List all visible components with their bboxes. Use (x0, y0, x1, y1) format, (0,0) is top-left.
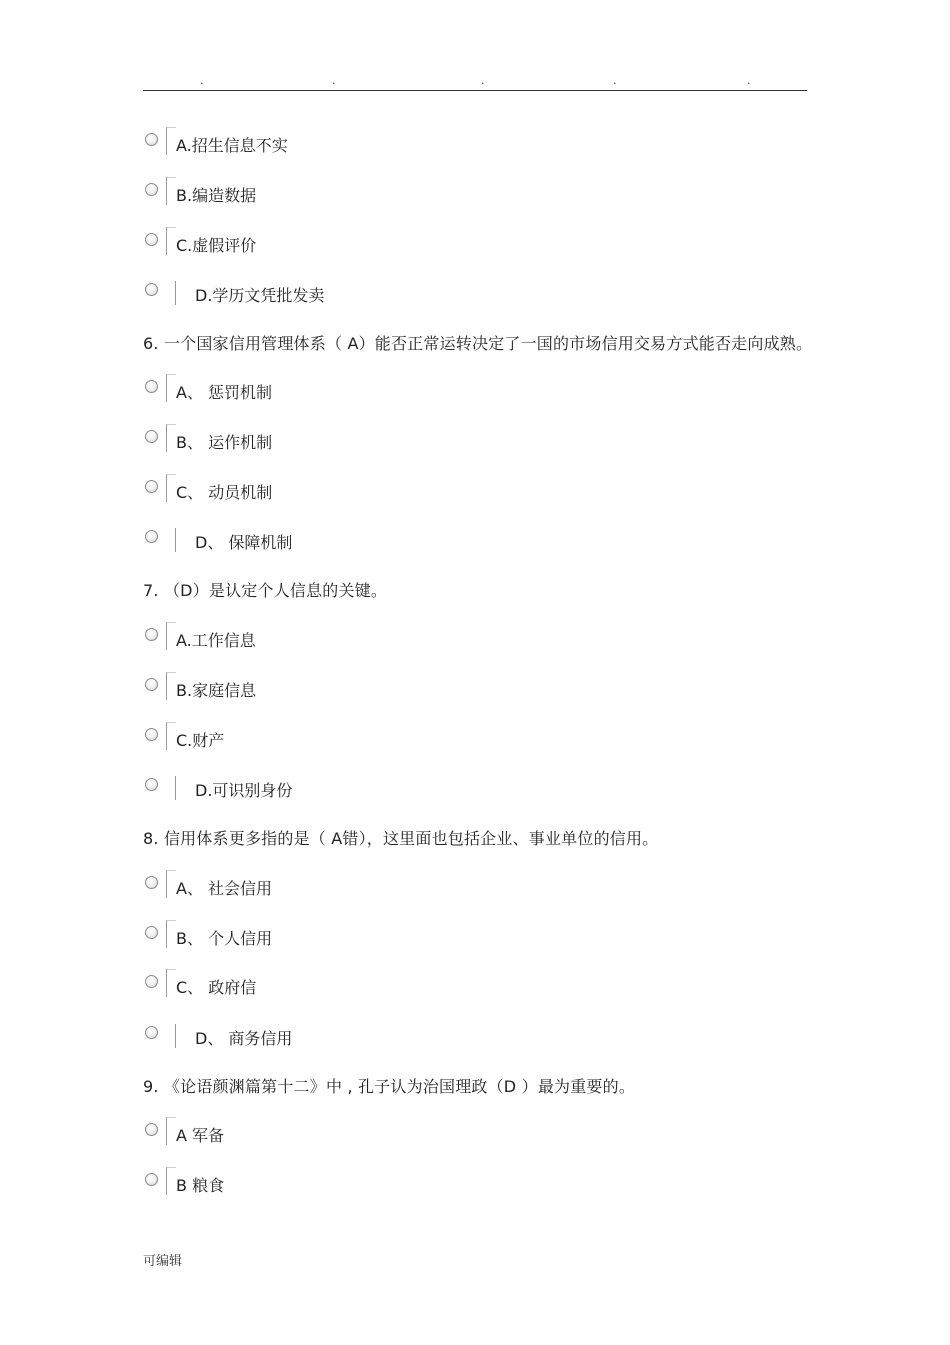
option-row[interactable] (145, 380, 545, 410)
header-rule (143, 90, 807, 91)
option-row[interactable] (145, 678, 545, 708)
option-bracket (166, 127, 176, 155)
option-row[interactable] (145, 1173, 545, 1203)
option-label: D.可识别身份 (195, 781, 293, 800)
option-row[interactable] (145, 728, 545, 758)
option-bracket (166, 672, 176, 700)
question-7: 7. （D）是认定个人信息的关键。 (143, 581, 388, 600)
option-bracket (166, 1167, 176, 1195)
radio-button[interactable] (145, 975, 158, 988)
option-label: C、 政府信 (176, 978, 257, 997)
option-row[interactable] (145, 430, 545, 460)
option-bracket (166, 227, 176, 255)
header-dot: . (747, 74, 751, 87)
option-row[interactable] (145, 876, 545, 906)
option-row[interactable] (145, 975, 545, 1005)
option-label: B、 运作机制 (176, 433, 273, 452)
radio-button[interactable] (145, 628, 158, 641)
radio-button[interactable] (145, 283, 158, 296)
option-row[interactable] (145, 133, 545, 163)
radio-button[interactable] (145, 926, 158, 939)
header-dot: . (481, 74, 485, 87)
question-9: 9. 《论语颜渊篇第十二》中 , 孔子认为治国理政（D ）最为重要的。 (143, 1077, 636, 1096)
header-dot: . (200, 74, 204, 87)
header-dot: . (332, 74, 336, 87)
option-bracket (166, 424, 176, 452)
option-label: D.学历文凭批发卖 (195, 286, 325, 305)
option-label: D、 保障机制 (195, 533, 293, 552)
option-bracket (166, 177, 176, 205)
radio-button[interactable] (145, 133, 158, 146)
option-label: A.招生信息不实 (176, 136, 288, 155)
radio-button[interactable] (145, 1026, 158, 1039)
radio-button[interactable] (145, 530, 158, 543)
radio-button[interactable] (145, 380, 158, 393)
radio-button[interactable] (145, 1173, 158, 1186)
option-row[interactable] (145, 283, 545, 313)
option-row[interactable] (145, 480, 545, 510)
radio-button[interactable] (145, 430, 158, 443)
header-dot: . (613, 74, 617, 87)
option-label: A、 社会信用 (176, 879, 273, 898)
option-bracket (166, 374, 176, 402)
option-label: C.虚假评价 (176, 236, 257, 255)
option-label: A.工作信息 (176, 631, 256, 650)
option-row[interactable] (145, 778, 545, 808)
radio-button[interactable] (145, 876, 158, 889)
radio-button[interactable] (145, 728, 158, 741)
option-label: A 军备 (176, 1126, 225, 1145)
option-row[interactable] (145, 233, 545, 263)
option-label: D、 商务信用 (195, 1029, 293, 1048)
option-bracket (175, 776, 185, 800)
option-label: C、 动员机制 (176, 483, 273, 502)
footer-note: 可编辑 (143, 1254, 183, 1269)
radio-button[interactable] (145, 183, 158, 196)
option-bracket (175, 281, 185, 305)
option-bracket (166, 474, 176, 502)
radio-button[interactable] (145, 233, 158, 246)
question-8: 8. 信用体系更多指的是（ A错），这里面也包括企业、事业单位的信用。 (143, 829, 659, 848)
option-label: B、 个人信用 (176, 929, 273, 948)
radio-button[interactable] (145, 1123, 158, 1136)
option-bracket (175, 528, 185, 552)
option-row[interactable] (145, 1123, 545, 1153)
radio-button[interactable] (145, 480, 158, 493)
option-label: C.财产 (176, 731, 225, 750)
option-row[interactable] (145, 183, 545, 213)
option-bracket (166, 870, 176, 898)
option-label: B 粮食 (176, 1176, 225, 1195)
option-label: B.家庭信息 (176, 681, 257, 700)
option-label: A、 惩罚机制 (176, 383, 273, 402)
option-row[interactable] (145, 530, 545, 560)
option-row[interactable] (145, 628, 545, 658)
option-bracket (175, 1024, 185, 1048)
option-row[interactable] (145, 1026, 545, 1056)
option-bracket (166, 722, 176, 750)
option-bracket (166, 920, 176, 948)
radio-button[interactable] (145, 778, 158, 791)
option-bracket (166, 969, 176, 997)
option-row[interactable] (145, 926, 545, 956)
question-6: 6. 一个国家信用管理体系（ A）能否正常运转决定了一国的市场信用交易方式能否走向成熟。 (143, 334, 813, 353)
option-bracket (166, 1117, 176, 1145)
option-bracket (166, 622, 176, 650)
option-label: B.编造数据 (176, 186, 257, 205)
radio-button[interactable] (145, 678, 158, 691)
